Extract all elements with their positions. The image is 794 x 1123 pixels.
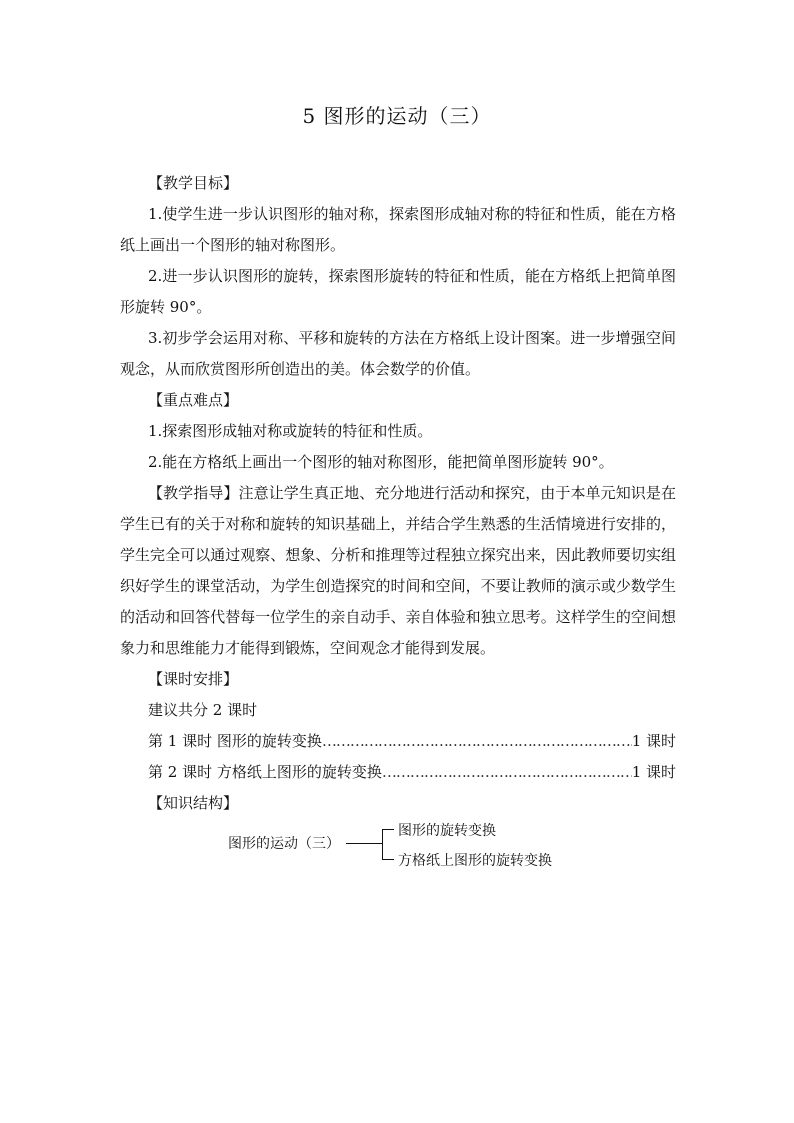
structure-branch: 图形的旋转变换 <box>398 823 496 839</box>
structure-root: 图形的运动（三） <box>228 836 340 852</box>
goal-item: 1.使学生进一步认识图形的轴对称，探索图形成轴对称的特征和性质，能在方格纸上画出一个图形的轴对称图形。 <box>120 205 676 254</box>
key-points-heading: 【重点难点】 <box>148 391 239 409</box>
key-point-item: 2.能在方格纸上画出一个图形的轴对称图形，能把简单图形旋转 90°。 <box>148 453 614 471</box>
schedule-row-hours: 1 课时 <box>631 763 676 781</box>
leader-dots <box>322 726 632 757</box>
goals-heading: 【教学目标】 <box>148 174 239 192</box>
document-body <box>120 168 676 819</box>
bracket-line <box>382 829 383 859</box>
structure-branch: 方格纸上图形的旋转变换 <box>398 853 552 869</box>
branch-connector <box>382 859 394 860</box>
schedule-heading: 【课时安排】 <box>148 670 239 688</box>
connector-line <box>346 843 382 844</box>
schedule-intro: 建议共分 2 课时 <box>148 701 258 719</box>
schedule-row <box>120 757 676 788</box>
structure-heading: 【知识结构】 <box>148 794 239 812</box>
page-title: 5 图形的运动（三） <box>302 104 492 128</box>
schedule-row-label: 第 1 课时 图形的旋转变换 <box>148 732 322 750</box>
branch-connector <box>382 829 394 830</box>
key-point-item: 1.探索图形成轴对称或旋转的特征和性质。 <box>148 422 433 440</box>
schedule-row-label: 第 2 课时 方格纸上图形的旋转变换 <box>148 763 382 781</box>
goal-item: 3.初步学会运用对称、平移和旋转的方法在方格纸上设计图案。进一步增强空间观念，从而欣赏图形所创造出的美。体会数学的价值。 <box>120 329 676 378</box>
goal-item: 2.进一步认识图形的旋转，探索图形旋转的特征和性质，能在方格纸上把简单图形旋转 90°。 <box>120 267 676 316</box>
schedule-row-hours: 1 课时 <box>631 732 676 750</box>
teaching-guidance: 【教学指导】注意让学生真正地、充分地进行活动和探究，由于本单元知识是在学生已有的关于对称和旋转的知识基础上，并结合学生熟悉的生活情境进行安排的，学生完全可以通过观察、想象、分析和推理等过程独立探究出来，因此教师要切实组织好学生的课堂活动，为学生创造探究的时间和空间，不要让教师的演示或少数学生的活动和回答代替每一位学生的亲自动手、亲自体验和独立思考。这样学生的空间想象力和思维能力才能得到锻炼，空间观念才能得到发展。 <box>120 484 676 657</box>
knowledge-structure-diagram <box>228 822 588 872</box>
leader-dots <box>382 757 632 788</box>
schedule-row <box>120 726 676 757</box>
